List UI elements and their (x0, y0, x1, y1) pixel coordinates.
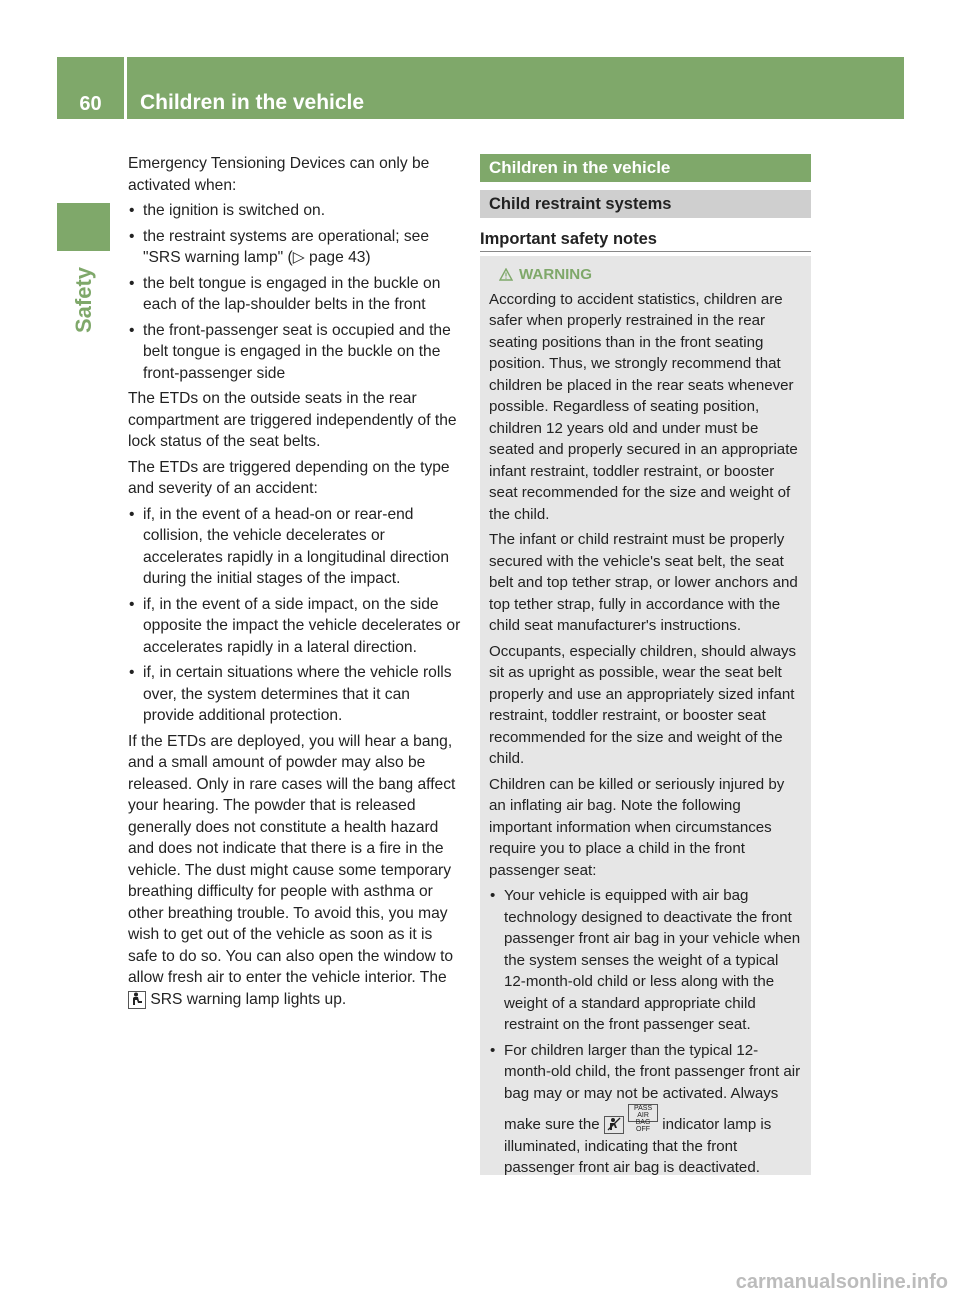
subsection-heading: Child restraint systems (480, 190, 811, 218)
sidebar-color-block (57, 203, 110, 251)
pass-airbag-off-indicator-icon: PASS AIR BAG OFF (628, 1104, 658, 1122)
page-title: Children in the vehicle (140, 91, 365, 114)
left-column (128, 153, 462, 1014)
triggered-paragraph: The ETDs are triggered depending on the type and severity of an accident: (128, 458, 450, 497)
list-item: • if, in certain situations where the vehicle rolls over, the system determines that it can provide additional protection. (129, 664, 452, 724)
sidebar-section-label: Safety (71, 266, 96, 334)
warning-box (480, 256, 811, 1175)
list-item: • if, in the event of a head-on or rear-end collision, the vehicle decelerates or accelerates rapidly in a longitudinal direction during the initial stages of the impact. (129, 505, 449, 587)
warning-paragraph: Occupants, especially children, should always sit as upright as possible, wear the seat belt properly and use an appropriately sized infant restraint, toddler restraint, or booster seat recommended for the size and weight of the child. (489, 642, 797, 767)
topic-heading: Important safety notes (480, 228, 811, 252)
list-item: • Your vehicle is equipped with air bag technology designed to deactivate the front passenger front air bag in your vehicle when the system senses the weight of a typical 12-month-old child or less along with the weight of a standard appropriate child restraint on the front passenger seat. (490, 887, 801, 1033)
list-item: • the ignition is switched on. (129, 202, 326, 219)
warning-triangle-icon (499, 268, 513, 281)
etd-intro: Emergency Tensioning Devices can only be activated when: (128, 155, 430, 194)
list-item: • the front-passenger seat is occupied and the belt tongue is engaged in the buckle on the front-passenger side (129, 321, 451, 382)
watermark: carmanualsonline.info (735, 1271, 948, 1293)
warning-header: WARNING (489, 264, 803, 286)
outside-seats-paragraph: The ETDs on the outside seats in the rear compartment are triggered independently of the lock status of the seat belts. (128, 390, 457, 450)
activation-conditions-list (128, 200, 462, 384)
trigger-conditions-list (128, 504, 462, 727)
srs-warning-lamp-icon (128, 991, 146, 1009)
deployed-paragraph: If the ETDs are deployed, you will hear a bang, and a small amount of powder may also be released. Only in rare cases will the bang affect your hearing. The powder that is released generally does not constitute a health hazard and does not indicate that there is a fire in the vehicle. The dust might cause some temporary breathing difficulty for people with asthma or other breathing trouble. To avoid this, you may wish to get out of the vehicle as soon as it is safe to do so. You can also open the window to allow fresh air to enter the vehicle interior. The SRS warning lamp lights up. (128, 732, 456, 1008)
page-number: 60 (79, 93, 102, 115)
warning-paragraph: Children can be killed or seriously injured by an inflating air bag. Note the following important information when circumstances require you to place a child in the front passenger seat: (489, 775, 785, 879)
warning-paragraph: The infant or child restraint must be properly secured with the vehicle's seat belt, the seat belt and top tether strap, or lower anchors and top tether strap, fully in accordance with the child seat manufacturer's instructions. (489, 531, 798, 634)
list-item: • the belt tongue is engaged in the buckle on each of the lap-shoulder belts in the front (129, 274, 441, 313)
list-item: • the restraint systems are operational; see "SRS warning lamp" (▷ page 43) (129, 227, 430, 266)
header-divider (124, 57, 127, 119)
child-seat-airbag-off-icon (604, 1116, 624, 1134)
section-heading: Children in the vehicle (480, 154, 811, 182)
list-item: • For children larger than the typical 12-month-old child, the front passenger front air bag may or may not be activated. Always make sure the PASS AIR BAG OFF indicator lamp is illuminated, indicating that the front passenger front air bag is deactivated. (490, 1041, 801, 1176)
airbag-notes-list (489, 885, 803, 1179)
warning-paragraph: According to accident statistics, children are safer when properly restrained in the rear seating positions than in the front seating position. Thus, we strongly recommend that children be placed in the rear seats whenever possible. Regardless of seating position, children 12 years old and under must be seated and properly secured in an appropriate infant restraint, toddler restraint, or booster seat recommended for the size and weight of the child. (489, 290, 798, 523)
list-item: • if, in the event of a side impact, on the side opposite the impact the vehicle decelerates or accelerates rapidly in a lateral direction. (129, 595, 461, 656)
